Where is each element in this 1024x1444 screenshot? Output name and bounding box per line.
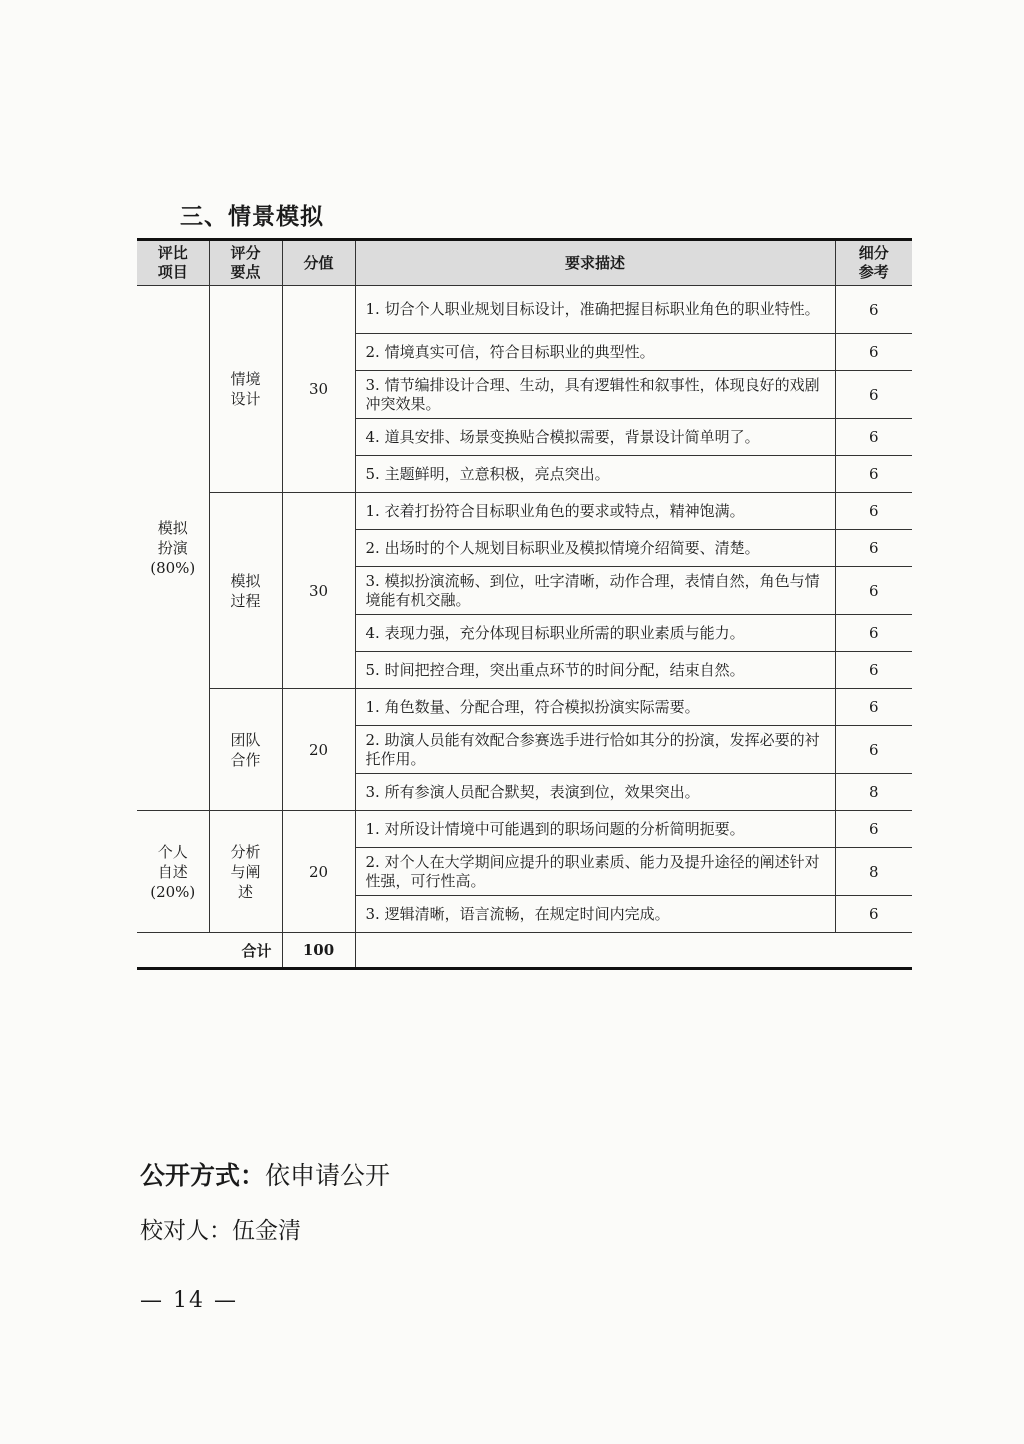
disclosure-mode-label: 公开方式： — [140, 1161, 266, 1190]
table-row — [137, 689, 912, 726]
point-analysis: 分析 与阐 述 — [209, 811, 282, 933]
desc-cell: 4. 表现力强，充分体现目标职业所需的职业素质与能力。 — [355, 615, 835, 652]
item-self-statement: 个人 自述 (20%) — [137, 811, 209, 933]
ref-cell: 6 — [835, 615, 912, 652]
ref-cell: 6 — [835, 493, 912, 530]
score-analysis: 20 — [282, 811, 355, 933]
desc-cell: 2. 对个人在大学期间应提升的职业素质、能力及提升途径的阐述针对性强，可行性高。 — [355, 848, 835, 896]
desc-cell: 2. 情境真实可信，符合目标职业的典型性。 — [355, 334, 835, 371]
desc-cell: 4. 道具安排、场景变换贴合模拟需要，背景设计简单明了。 — [355, 419, 835, 456]
ref-cell: 6 — [835, 419, 912, 456]
table-row — [137, 493, 912, 530]
ref-cell: 8 — [835, 774, 912, 811]
ref-cell: 6 — [835, 456, 912, 493]
desc-cell: 1. 角色数量、分配合理，符合模拟扮演实际需要。 — [355, 689, 835, 726]
desc-cell: 2. 助演人员能有效配合参赛选手进行恰如其分的扮演，发挥必要的衬托作用。 — [355, 726, 835, 774]
item-simulation: 模拟 扮演 (80%) — [137, 286, 209, 811]
desc-cell: 5. 时间把控合理，突出重点环节的时间分配，结束自然。 — [355, 652, 835, 689]
section-title: 三、情景模拟 — [180, 204, 324, 230]
score-scene-design: 30 — [282, 286, 355, 493]
total-row — [137, 933, 912, 969]
header-desc: 要求描述 — [355, 240, 835, 286]
total-value: 100 — [282, 933, 355, 969]
desc-cell: 1. 衣着打扮符合目标职业角色的要求或特点，精神饱满。 — [355, 493, 835, 530]
desc-cell: 2. 出场时的个人规划目标职业及模拟情境介绍简要、清楚。 — [355, 530, 835, 567]
disclosure-mode-value: 依申请公开 — [265, 1161, 391, 1190]
desc-cell: 1. 切合个人职业规划目标设计，准确把握目标职业角色的职业特性。 — [355, 286, 835, 334]
disclosure-mode — [140, 1156, 390, 1192]
header-score: 分值 — [282, 240, 355, 286]
desc-cell: 5. 主题鲜明，立意积极，亮点突出。 — [355, 456, 835, 493]
scoring-table — [137, 238, 912, 970]
proofreader: 校对人：伍金清 — [140, 1218, 301, 1244]
desc-cell: 3. 模拟扮演流畅、到位，吐字清晰，动作合理，表情自然，角色与情境能有机交融。 — [355, 567, 835, 615]
table-row — [137, 811, 912, 848]
desc-cell: 3. 所有参演人员配合默契，表演到位，效果突出。 — [355, 774, 835, 811]
ref-cell: 6 — [835, 530, 912, 567]
ref-cell: 6 — [835, 652, 912, 689]
score-simulation-process: 30 — [282, 493, 355, 689]
point-simulation-process: 模拟 过程 — [209, 493, 282, 689]
desc-cell: 3. 情节编排设计合理、生动，具有逻辑性和叙事性，体现良好的戏剧冲突效果。 — [355, 371, 835, 419]
desc-cell: 3. 逻辑清晰，语言流畅，在规定时间内完成。 — [355, 896, 835, 933]
ref-cell: 6 — [835, 371, 912, 419]
table-row — [137, 286, 912, 334]
ref-cell: 6 — [835, 567, 912, 615]
score-teamwork: 20 — [282, 689, 355, 811]
table-header-row — [137, 240, 912, 286]
header-item: 评比 项目 — [137, 240, 209, 286]
total-empty — [355, 933, 912, 969]
header-ref: 细分 参考 — [835, 240, 912, 286]
ref-cell: 6 — [835, 896, 912, 933]
page-number: — 14 — — [140, 1288, 238, 1313]
total-label: 合计 — [137, 933, 282, 969]
ref-cell: 6 — [835, 726, 912, 774]
ref-cell: 6 — [835, 334, 912, 371]
header-point: 评分 要点 — [209, 240, 282, 286]
ref-cell: 6 — [835, 286, 912, 334]
point-teamwork: 团队 合作 — [209, 689, 282, 811]
ref-cell: 6 — [835, 811, 912, 848]
ref-cell: 6 — [835, 689, 912, 726]
point-scene-design: 情境 设计 — [209, 286, 282, 493]
ref-cell: 8 — [835, 848, 912, 896]
desc-cell: 1. 对所设计情境中可能遇到的职场问题的分析简明扼要。 — [355, 811, 835, 848]
